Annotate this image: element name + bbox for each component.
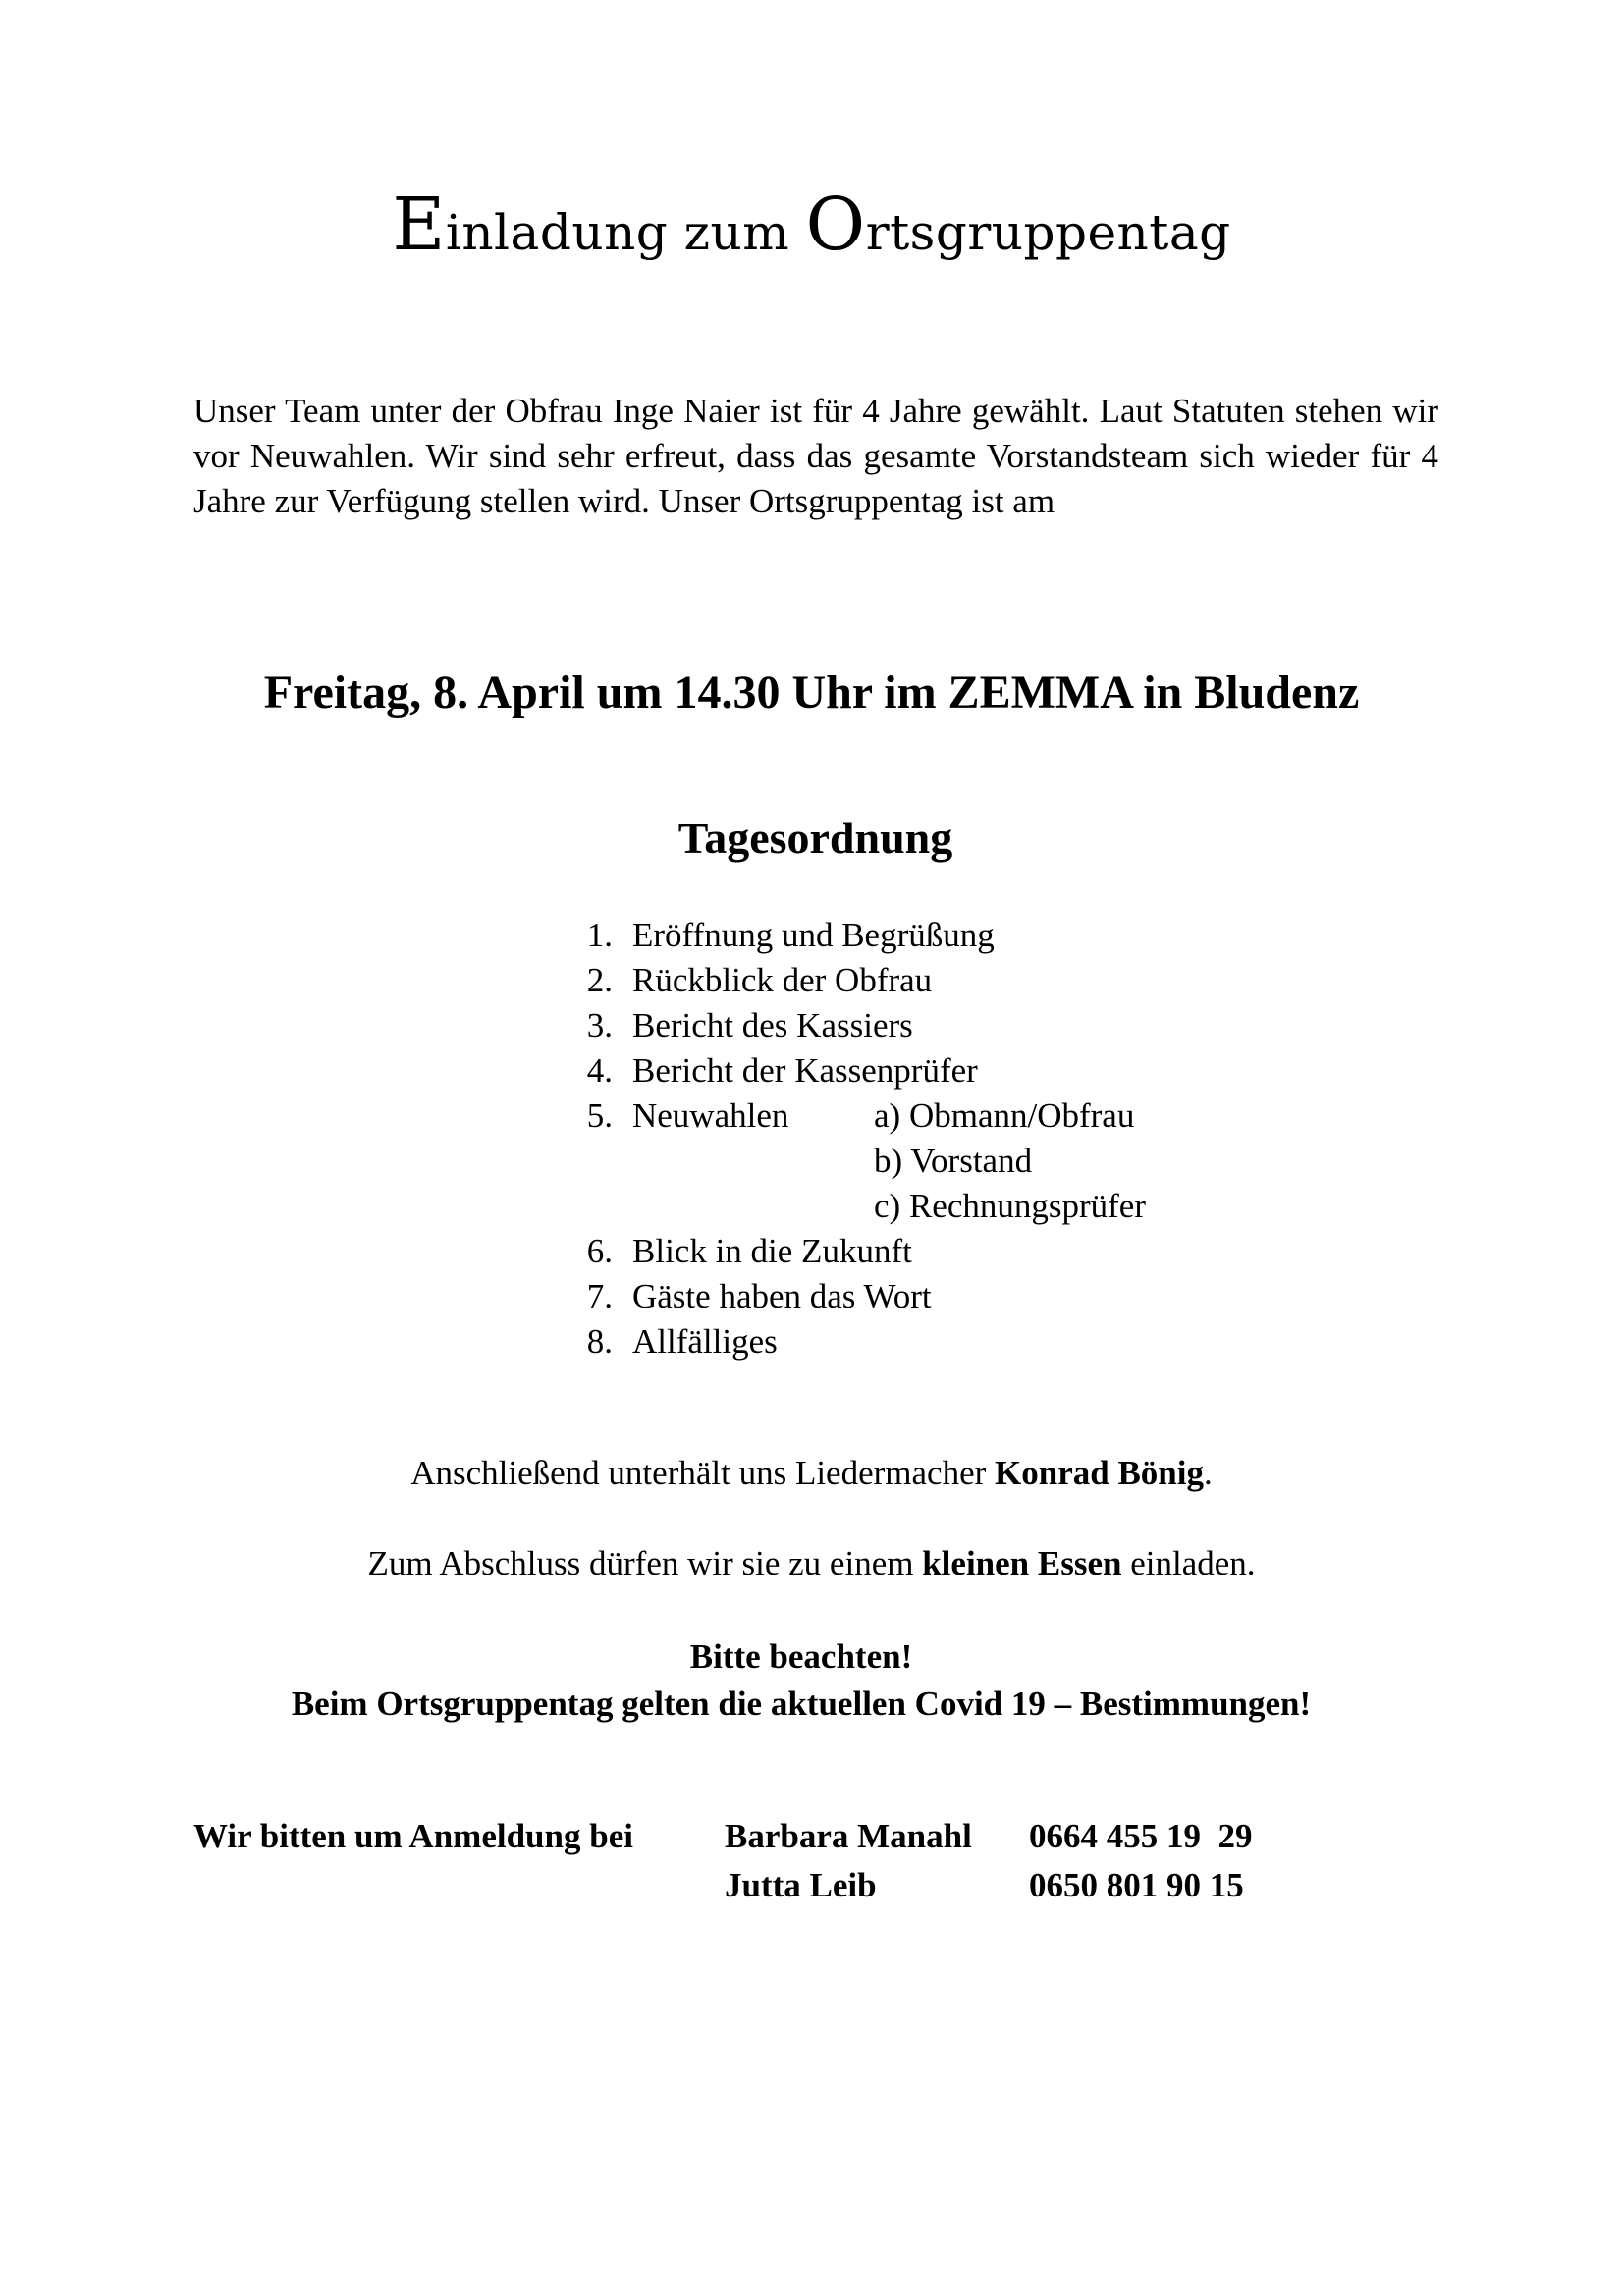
agenda-item-number: 7. (586, 1277, 613, 1315)
agenda-subitem: b) Vorstand (874, 1142, 1033, 1180)
page-title (0, 183, 1623, 267)
registration-lead: Wir bitten um Anmeldung bei (193, 1817, 633, 1855)
title-initial-1: E (392, 183, 446, 267)
contact-phone: 0664 455 19 29 (1029, 1817, 1253, 1855)
agenda-item-number: 8. (586, 1322, 613, 1361)
entertainment-prefix: Anschließend unterhält uns Liedermacher (410, 1454, 996, 1492)
agenda-item-number: 1. (586, 916, 613, 954)
agenda-item-number: 2. (586, 961, 613, 999)
title-initial-2: O (805, 183, 866, 267)
meal-prefix: Zum Abschluss dürfen wir sie zu einem (367, 1544, 923, 1582)
title-part-2: rtsgruppentag (865, 204, 1231, 261)
notice-heading: Bitte beachten! (689, 1637, 913, 1676)
agenda-item-number: 3. (586, 1006, 613, 1044)
agenda-heading: Tagesordnung (677, 813, 953, 863)
meal-suffix: einladen. (1121, 1544, 1256, 1582)
agenda-item-number: 5. (586, 1096, 613, 1135)
meal-line (0, 1541, 1623, 1586)
agenda-item-text: Bericht der Kassenprüfer (632, 1051, 978, 1090)
contact-name: Jutta Leib (725, 1866, 877, 1904)
performer-name: Konrad Bönig (995, 1454, 1204, 1492)
agenda-item-text: Allfälliges (632, 1322, 778, 1361)
covid-notice (192, 1633, 1410, 1728)
contact-name: Barbara Manahl (725, 1817, 972, 1855)
agenda-subitem: a) Obmann/Obfrau (874, 1096, 1135, 1135)
agenda-item-text: Gäste haben das Wort (632, 1277, 932, 1315)
notice-text: Beim Ortsgruppentag gelten die aktuellen Covid 19 – Bestimmungen! (291, 1684, 1312, 1723)
entertainment-line (0, 1451, 1623, 1496)
agenda-item-number: 4. (586, 1051, 613, 1090)
entertainment-suffix: . (1204, 1454, 1213, 1492)
title-part-1: inladung zum (445, 204, 806, 261)
intro-paragraph: Unser Team unter der Obfrau Inge Naier ist für 4 Jahre gewählt. Laut Statuten stehen wir vor Neuwahlen. Wir sind sehr erfreut, dass das gesamte Vorstandsteam sich wieder für 4 Jahre zur Verfügung stellen wird. Unser Ortsgruppentag ist am (193, 392, 1438, 520)
agenda-item-text: Bericht des Kassiers (632, 1006, 913, 1044)
agenda-item-number: 6. (586, 1232, 613, 1270)
agenda-item-text: Blick in die Zukunft (632, 1232, 912, 1270)
event-date-location: Freitag, 8. April um 14.30 Uhr im ZEMMA in Bludenz (263, 667, 1360, 719)
agenda-subitem: c) Rechnungsprüfer (874, 1187, 1146, 1225)
agenda-item-text: Eröffnung und Begrüßung (632, 916, 995, 954)
contact-phone: 0650 801 90 15 (1029, 1866, 1244, 1904)
agenda-item-text: Rückblick der Obfrau (632, 961, 933, 999)
agenda-item-text: Neuwahlen (632, 1096, 789, 1135)
meal-highlight: kleinen Essen (922, 1544, 1122, 1582)
